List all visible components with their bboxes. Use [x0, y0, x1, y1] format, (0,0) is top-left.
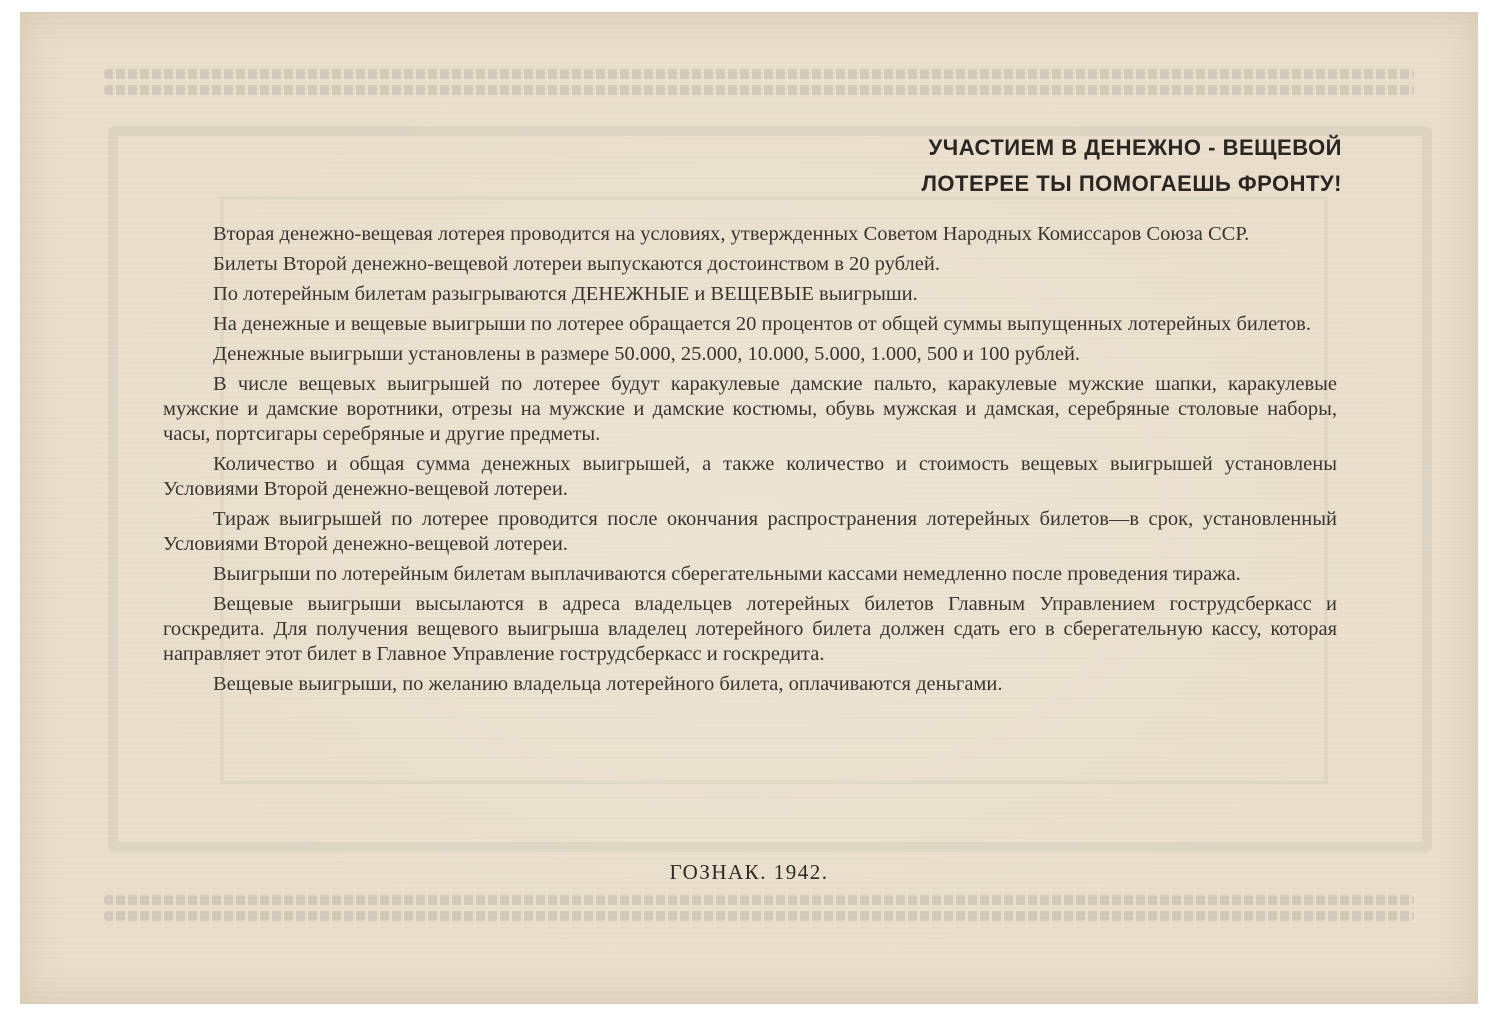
paragraph-6: В числе вещевых выигрышей по лотерее будут каракулевые дамские пальто, каракулевые мужские шапки, каракулевые мужские и дамские воротники, отрезы на мужские и дамские костюмы, обувь мужская и дамская, серебряные столовые наборы, часы, портсигары серебряные и другие предметы.	[163, 373, 1337, 445]
paragraph-2: Билеты Второй денежно-вещевой лотереи выпускаются достоинством в 20 рублей.	[213, 253, 940, 275]
paragraph-8: Тираж выигрышей по лотерее проводится после окончания распространения лотерейных билетов—в срок, установленный Условиями Второй денежно-вещевой лотереи.	[163, 508, 1337, 555]
show-through-band-bottom	[104, 880, 1414, 936]
slogan-heading	[921, 130, 1342, 202]
paragraph-9: Выигрыши по лотерейным билетам выплачиваются сберегательными кассами немедленно после проведения тиража.	[213, 563, 1241, 585]
paragraph-7: Количество и общая сумма денежных выигрышей, а также количество и стоимость вещевых выигрышей установлены Условиями Второй денежно-вещевой лотереи.	[163, 453, 1337, 500]
paragraph-10: Вещевые выигрыши высылаются в адреса владельцев лотерейных билетов Главным Управлением гострудсберкасс и госкредита. Для получения вещевого выигрыша владелец лотерейного билета должен сдать его в сберегательную кассу, которая направляет этот билет в Главное Управление гострудсберкасс и госкредита.	[163, 593, 1337, 665]
paragraph-4: На денежные и вещевые выигрыши по лотерее обращается 20 процентов от общей суммы выпущенных лотерейных билетов.	[213, 313, 1311, 335]
slogan-line-2: ЛОТЕРЕЕ ТЫ ПОМОГАЕШЬ ФРОНТУ!	[921, 171, 1342, 196]
lottery-ticket-back	[20, 12, 1478, 1004]
show-through-band-top	[104, 54, 1414, 110]
paragraph-11: Вещевые выигрыши, по желанию владельца лотерейного билета, оплачиваются деньгами.	[213, 673, 1003, 695]
paragraph-5: Денежные выигрыши установлены в размере 50.000, 25.000, 10.000, 5.000, 1.000, 500 и 100 рублей.	[213, 343, 1081, 365]
printer-imprint: ГОЗНАК. 1942.	[669, 860, 829, 884]
slogan-line-1: УЧАСТИЕМ В ДЕНЕЖНО - ВЕЩЕВОЙ	[928, 135, 1342, 160]
paragraph-3: По лотерейным билетам разыгрываются ДЕНЕЖНЫЕ и ВЕЩЕВЫЕ выигрыши.	[213, 283, 918, 305]
lottery-conditions	[163, 222, 1337, 702]
paragraph-1: Вторая денежно-вещевая лотерея проводится на условиях, утвержденных Советом Народных Комиссаров Союза ССР.	[213, 223, 1250, 245]
